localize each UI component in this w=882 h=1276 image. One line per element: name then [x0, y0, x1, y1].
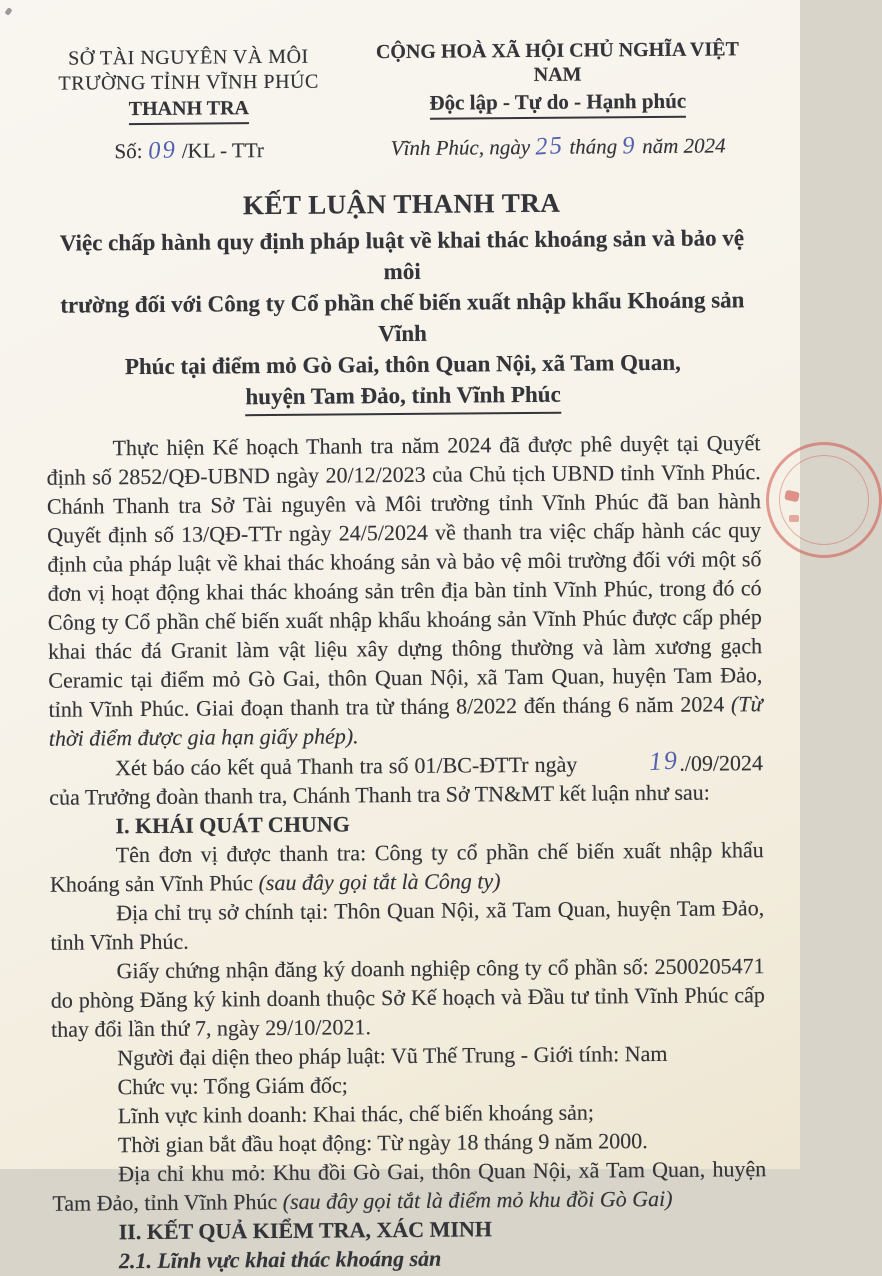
department-name: THANH TRA — [44, 97, 334, 126]
national-header-block — [357, 37, 758, 162]
document-number-suffix: /KL - TTr — [181, 138, 264, 163]
document-subtitle — [45, 222, 760, 418]
paragraph-report-basis: Xét báo cáo kết quả Thanh tra số 01/BC-ĐTTr ngày 19./09/2024 của Trưởng đoàn thanh tra, Chánh Thanh tra Sở TN&MT kết luận như sau: — [49, 745, 764, 810]
subtitle-line1: Việc chấp hành quy định pháp luật về khai thác khoáng sản và bảo vệ môi — [59, 225, 745, 285]
section-2-heading: II. KẾT QUẢ KIỂM TRA, XÁC MINH — [118, 1216, 492, 1245]
subtitle-line4: huyện Tam Đảo, tỉnh Vĩnh Phúc — [46, 377, 760, 418]
section-2-1-heading: 2.1. Lĩnh vực khai thác khoáng sản — [118, 1245, 442, 1274]
paragraph-position: Chức vụ: Tổng Giám đốc; — [117, 1072, 348, 1100]
subtitle-line2: trường đối với Công ty Cổ phần chế biến xuất nhập khẩu Khoáng sản Vĩnh — [60, 287, 745, 347]
agency-name-line1: SỞ TÀI NGUYÊN VÀ MÔI — [68, 45, 309, 70]
section-1-heading: I. KHÁI QUÁT CHUNG — [115, 811, 350, 839]
inspection-period-note: (Từ thời điểm được gia hạn giấy phép). — [48, 691, 763, 751]
company-shortname-note: (sau đây gọi tắt là Công ty) — [258, 868, 501, 896]
red-seal-partial — [766, 442, 882, 558]
agency-name-line2: TRƯỜNG TỈNH VĨNH PHÚC — [58, 70, 319, 95]
national-motto: Độc lập - Tự do - Hạnh phúc — [358, 88, 758, 120]
document-title: KẾT LUẬN THANH TRA — [242, 187, 561, 221]
paragraph-business-field: Lĩnh vực kinh doanh: Khai thác, chế biến khoáng sản; — [117, 1099, 595, 1129]
issuing-agency-block — [43, 41, 334, 166]
date-day-handwritten: 25 — [534, 131, 565, 161]
mine-shortname-note: (sau đây gọi tắt là điểm mỏ khu đồi Gò Gai) — [282, 1185, 673, 1214]
paragraph-plan-basis: Thực hiện Kế hoạch Thanh tra năm 2024 đã được phê duyệt tại Quyết định số 2852/QĐ-UBND ngày 20/12/2023 của Chủ tịch UBND tỉnh Vĩnh Phúc. Chánh Thanh tra Sở Tài nguyên và Môi trường tỉnh Vĩnh Phúc đã ban hành Quyết định số 13/QĐ-TTr ngày 24/5/2024 về thanh tra việc chấp hành các quy định của pháp luật về khai thác khoáng sản và bảo vệ môi trường đối với một số đơn vị hoạt động khai thác khoáng sản trên địa bàn tỉnh Vĩnh Phúc, trong đó có Công ty Cổ phần chế biến xuất nhập khẩu khoáng sản Vĩnh Phúc được cấp phép khai thác đá Granit làm vật liệu xây dựng thông thường và làm xương gạch Ceramic tại điểm mỏ Gò Gai, thôn Quan Nội, xã Tam Quan, huyện Tam Đảo, tỉnh Vĩnh Phúc. Giai đoạn thanh tra từ tháng 8/2022 đến tháng 6 năm 2024 (Từ thời điểm được gia hạn giấy phép). — [46, 430, 763, 751]
place-and-date: Vĩnh Phúc, ngày 25 tháng 9 năm 2024 — [390, 131, 726, 161]
paragraph-business-registration: Giấy chứng nhận đăng ký doanh nghiệp công ty cổ phần số: 2500205471 do phòng Đăng ký kinh doanh thuộc Sở Kế hoạch và Đầu tư tỉnh Vĩnh Phúc cấp thay đổi lần thứ 7, ngày 29/10/2021. — [50, 953, 765, 1042]
paragraph-company-name: Tên đơn vị được thanh tra: Công ty cổ phần chế biến xuất nhập khẩu Khoáng sản Vĩnh Phúc (sau đây gọi tắt là Công ty) — [49, 837, 764, 897]
country-name: CỘNG HOÀ XÃ HỘI CHỦ NGHĨA VIỆT NAM — [375, 38, 739, 86]
document-header — [43, 37, 758, 166]
document-body — [46, 428, 767, 1276]
red-seal-mark — [789, 515, 799, 522]
date-month-handwritten: 9 — [621, 131, 638, 160]
subtitle-line3: Phúc tại điểm mỏ Gò Gai, thôn Quan Nội, xã Tam Quan, — [124, 349, 681, 380]
document-number-label: Số: — [114, 139, 143, 164]
document-number-handwritten: 09 — [146, 136, 178, 165]
paragraph-head-office: Địa chỉ trụ sở chính tại: Thôn Quan Nội, xã Tam Quan, huyện Tam Đảo, tỉnh Vĩnh Phúc. — [50, 895, 765, 955]
paragraph-legal-representative: Người đại diện theo pháp luật: Vũ Thế Trung - Giới tính: Nam — [117, 1040, 668, 1071]
document-number — [44, 136, 334, 166]
report-day-handwritten: 19 — [648, 745, 681, 777]
paragraph-operation-start: Thời gian bắt đầu hoạt động: Từ ngày 18 tháng 9 năm 2000. — [117, 1128, 648, 1158]
paragraph-mine-address: Địa chỉ khu mỏ: Khu đồi Gò Gai, thôn Quan Nội, xã Tam Quan, huyện Tam Đảo, tỉnh Vĩnh Phúc (sau đây gọi tắt là điểm mỏ khu đồi Gò Gai) — [52, 1156, 767, 1216]
